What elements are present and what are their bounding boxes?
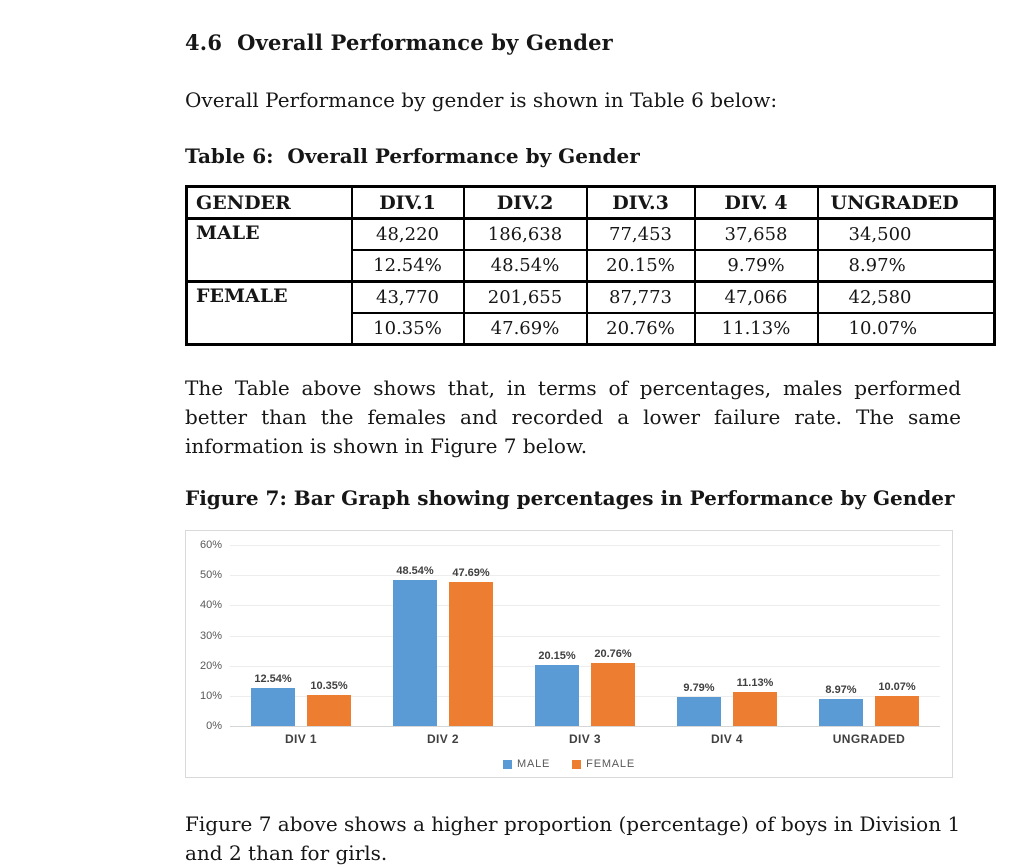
table-caption: Table 6: Overall Performance by Gender [185,144,640,168]
performance-table [185,185,996,346]
table-row [187,219,995,251]
percent-cell: 8.97% [818,250,995,282]
count-cell: 77,453 [587,219,695,251]
bar-group [798,545,940,726]
figure-caption: Figure 7: Bar Graph showing percentages in Performance by Gender [185,486,955,510]
x-axis [230,732,940,746]
row-header-female: FEMALE [187,282,352,345]
bar-value-label: 8.97% [825,683,857,696]
bar-slot [591,648,635,726]
bar-group [656,545,798,726]
count-cell: 87,773 [587,282,695,314]
plot-area [230,545,940,726]
bar-slot [535,650,579,726]
bar-female [307,695,351,726]
bar-female [449,582,493,726]
bar-group [372,545,514,726]
bar-slot [251,673,295,726]
bar-male [251,688,295,726]
bar-group [514,545,656,726]
legend-item-female [572,758,635,770]
bar-value-label: 9.79% [683,681,715,694]
legend [186,758,952,770]
count-cell: 34,500 [818,219,995,251]
percent-cell: 20.76% [587,313,695,345]
count-cell: 43,770 [352,282,464,314]
percent-cell: 10.35% [352,313,464,345]
y-axis-label: 20% [199,659,222,672]
count-cell: 42,580 [818,282,995,314]
percent-cell: 48.54% [464,250,587,282]
bar-male [677,697,721,727]
y-axis-label: 0% [206,720,222,732]
percent-cell: 9.79% [695,250,818,282]
bar-slot [875,681,919,726]
y-axis-label: 10% [199,689,222,702]
count-cell: 47,066 [695,282,818,314]
bar-value-label: 11.13% [736,677,774,690]
bar-slot [733,677,777,726]
bar-male [819,699,863,726]
row-header-male: MALE [187,219,352,282]
x-axis-label: DIV 4 [710,732,743,746]
count-cell: 37,658 [695,219,818,251]
bar-value-label: 20.76% [594,648,632,661]
x-axis-label: DIV 3 [568,732,601,746]
y-axis-label: 40% [199,599,222,612]
legend-swatch-male [503,760,512,769]
bar-male [393,580,437,726]
table-row [187,282,995,314]
y-axis-label: 60% [199,539,222,551]
count-cell: 186,638 [464,219,587,251]
bar-value-label: 10.07% [878,680,916,693]
bar-slot [449,567,493,726]
figure-discussion-paragraph: Figure 7 above shows a higher proportion (percentage) of boys in Division 1 and 2 than for girls. [185,812,961,865]
bar-female [591,663,635,726]
x-axis-line [230,726,940,727]
table-header-row [187,187,995,219]
col-header-ungraded: UNGRADED [818,187,995,219]
col-header-div4: DIV. 4 [695,187,818,219]
legend-label: MALE [517,758,551,770]
bar-male [535,665,579,726]
count-cell: 48,220 [352,219,464,251]
percent-cell: 11.13% [695,313,818,345]
x-axis-label: UNGRADED [832,732,906,746]
bar-chart [185,530,953,778]
bar-female [875,696,919,726]
y-axis-label: 30% [199,629,222,642]
count-cell: 201,655 [464,282,587,314]
table-discussion-paragraph: The Table above shows that, in terms of percentages, males performed better than the females and recorded a lower failure rate. The same information is shown in Figure 7 below. [185,376,961,458]
bar-slot [819,684,863,726]
bar-value-label: 10.35% [310,679,348,692]
col-header-gender: GENDER [187,187,352,219]
bar-value-label: 48.54% [396,564,434,577]
col-header-div2: DIV.2 [464,187,587,219]
legend-swatch-female [572,760,581,769]
bar-slot [307,680,351,726]
legend-item-male [503,758,550,770]
bar-group [230,545,372,726]
percent-cell: 10.07% [818,313,995,345]
percent-cell: 20.15% [587,250,695,282]
percent-cell: 12.54% [352,250,464,282]
bar-female [733,692,777,726]
bar-slot [393,565,437,726]
section-heading: 4.6 Overall Performance by Gender [185,30,613,55]
bar-value-label: 47.69% [452,567,490,580]
col-header-div1: DIV.1 [352,187,464,219]
bar-slot [677,682,721,727]
percent-cell: 47.69% [464,313,587,345]
x-axis-label: DIV 1 [284,732,317,746]
x-axis-label: DIV 2 [426,732,459,746]
y-axis-label: 50% [199,569,222,582]
intro-paragraph: Overall Performance by gender is shown in Table 6 below: [185,88,778,112]
bar-value-label: 12.54% [254,673,292,686]
col-header-div3: DIV.3 [587,187,695,219]
bar-value-label: 20.15% [538,650,576,663]
legend-label: FEMALE [586,758,635,770]
